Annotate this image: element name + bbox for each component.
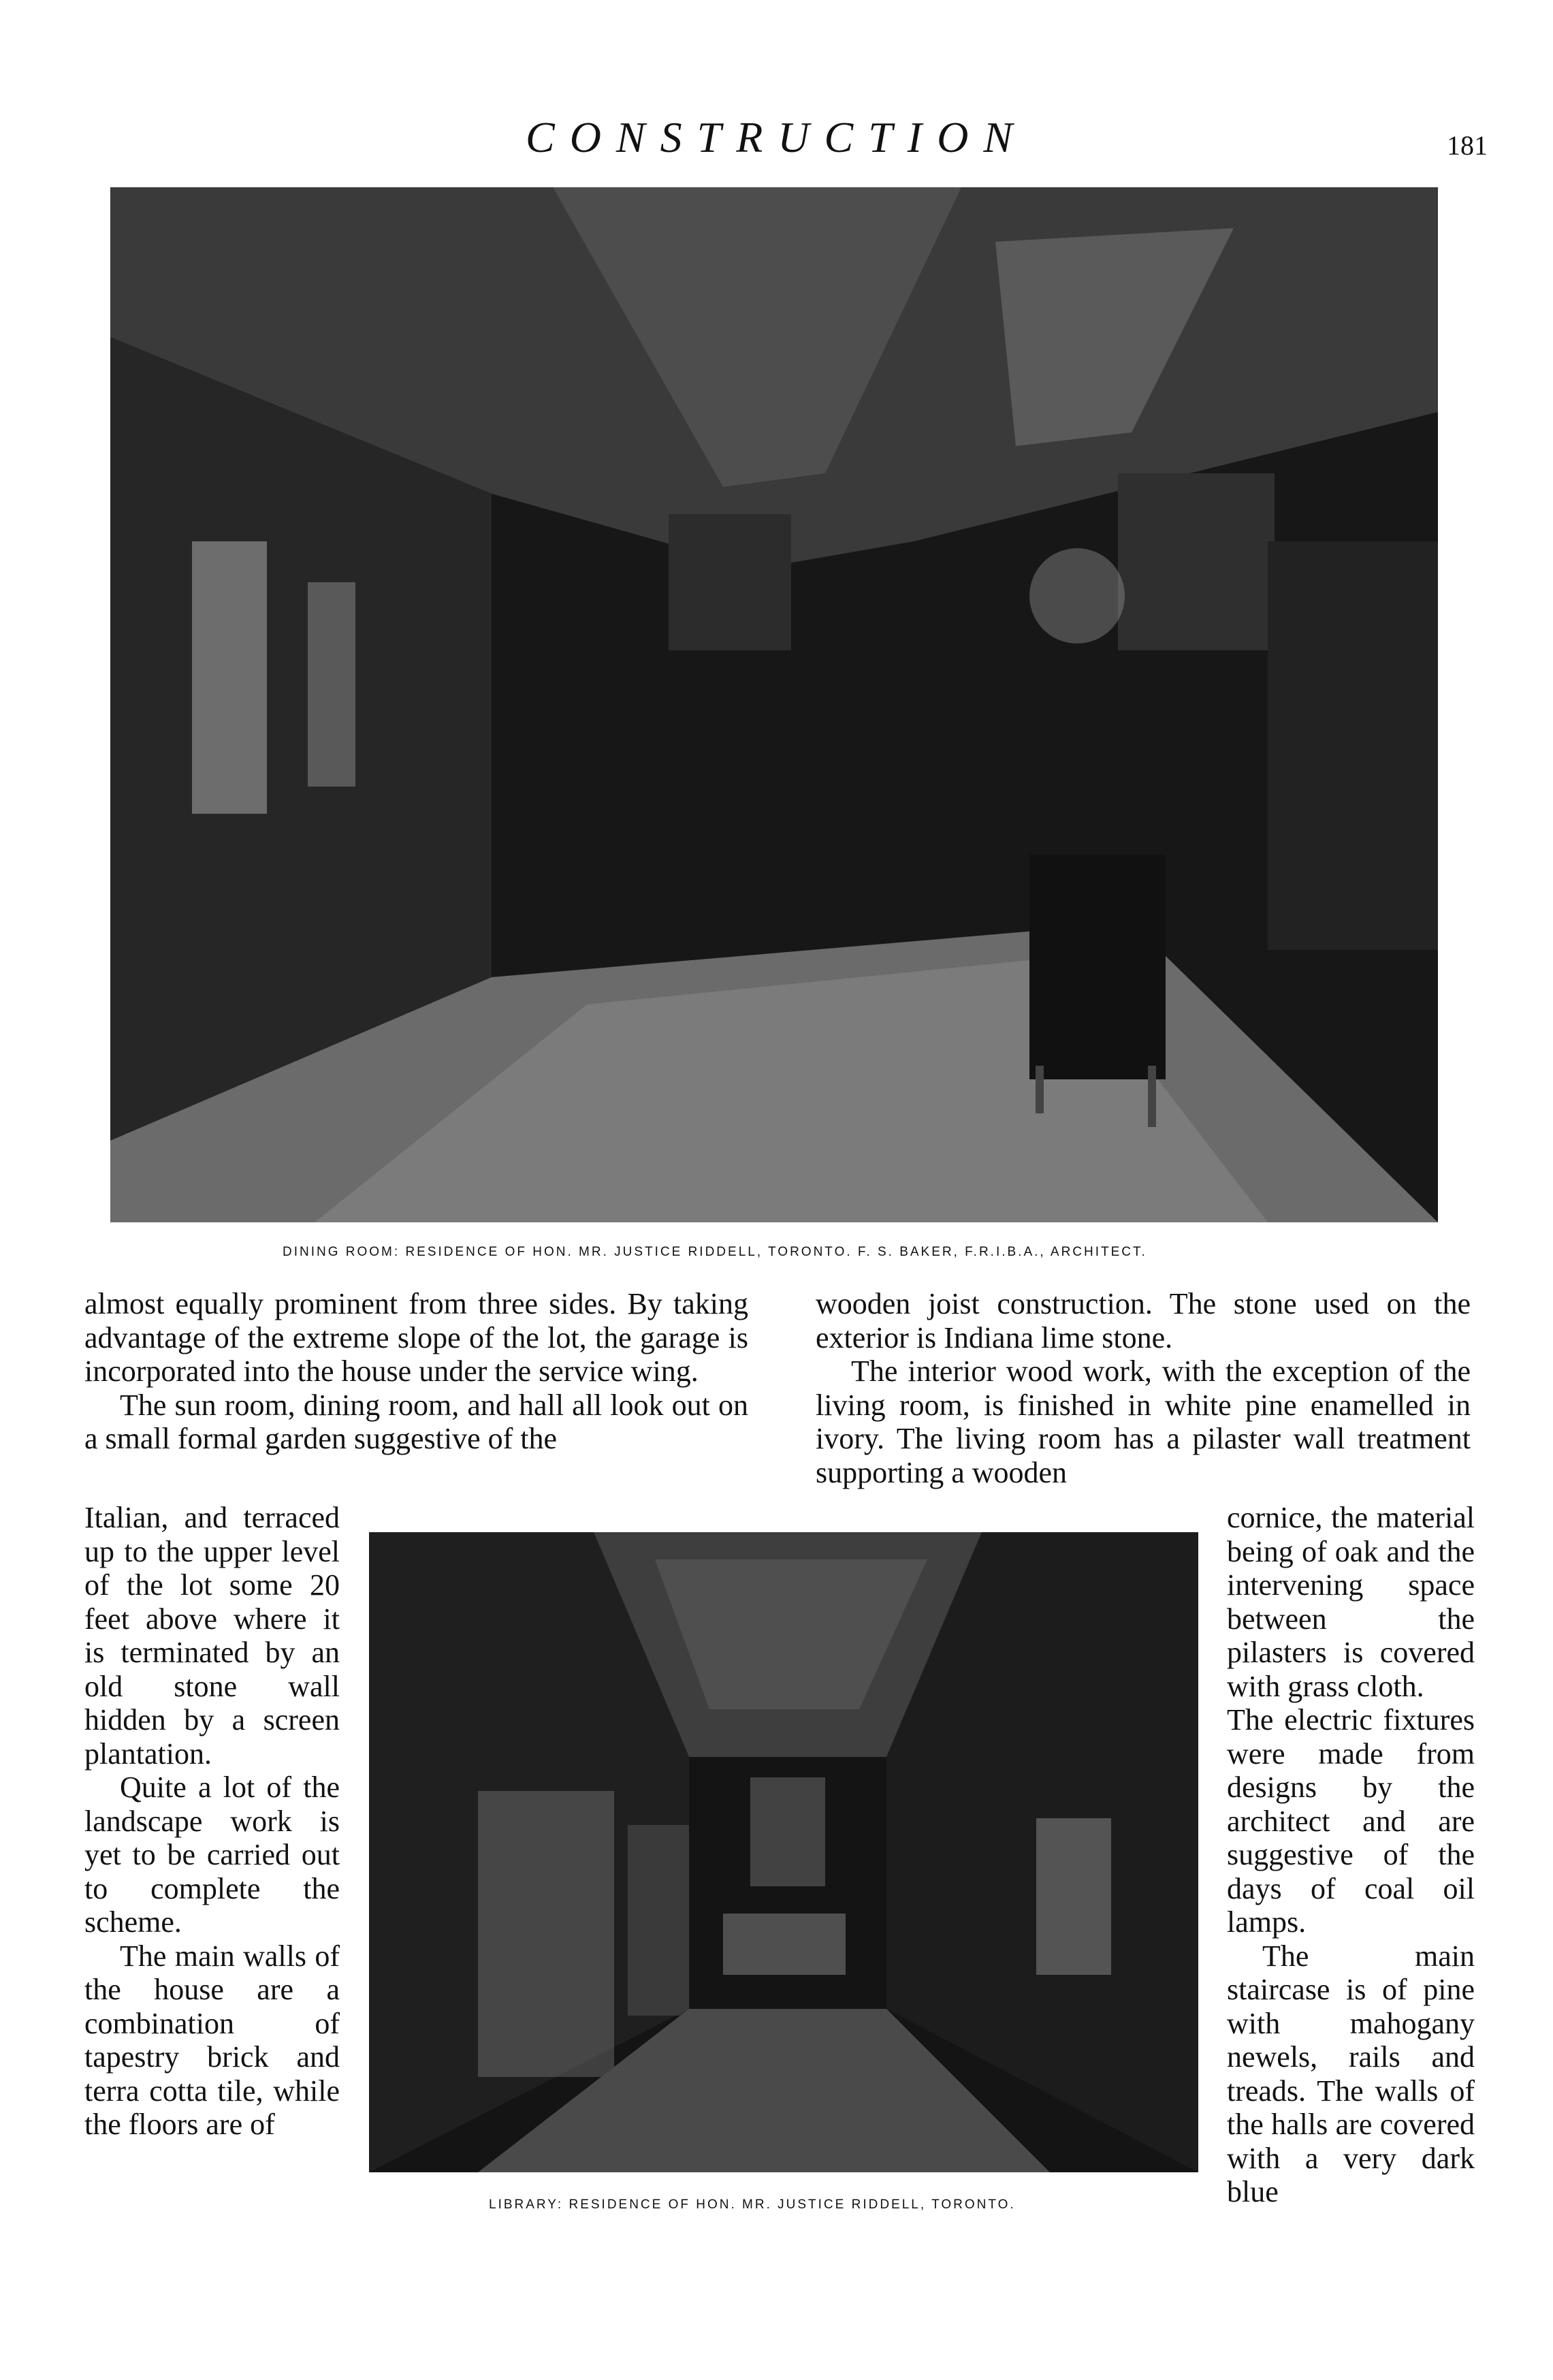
left-column-narrow [84,1501,340,2142]
paragraph: cornice, the material being of oak and the intervening space between the pilasters is covered with grass cloth. [1227,1501,1475,1703]
running-head: CONSTRUCTION [526,113,1027,161]
dining-room-caption: DINING ROOM: RESIDENCE OF HON. MR. JUSTICE RIDDELL, TORONTO. F. S. BAKER, F.R.I.B.A., ARCHITECT. [283,1245,1147,1259]
library-photo [369,1532,1198,2172]
paragraph: wooden joist construction. The stone used on the exterior is Indiana lime stone. [816,1287,1471,1354]
right-column-narrow [1227,1501,1475,2209]
paragraph: The sun room, dining room, and hall all look out on a small formal garden suggestive of the [84,1388,748,1455]
paragraph: Italian, and terraced up to the upper level of the lot some 20 feet above where it is terminated by an old stone wall hidden by a screen plantation. [84,1501,340,1771]
paragraph: The main staircase is of pine with mahogany newels, rails and treads. The walls of the halls are covered with a very dark blue [1227,1939,1475,2208]
paragraph: The main walls of the house are a combination of tapestry brick and terra cotta tile, while the floors are of [84,1939,340,2141]
paragraph: The electric fixtures were made from designs by the architect and are suggestive of the days of coal oil lamps. [1227,1703,1475,1939]
paragraph: almost equally prominent from three sides. By taking advantage of the extreme slope of the lot, the garage is incorporated into the house under the service wing. [84,1287,748,1388]
dining-room-photo [110,187,1438,1222]
paragraph: Quite a lot of the landscape work is yet to be carried out to complete the scheme. [84,1771,340,1939]
right-column-upper [816,1287,1471,1489]
library-caption: LIBRARY: RESIDENCE OF HON. MR. JUSTICE RIDDELL, TORONTO. [489,2197,1016,2212]
left-column-upper [84,1287,748,1456]
paragraph: The interior wood work, with the exception of the living room, is finished in white pine enamelled in ivory. The living room has a pilaster wall treatment supporting a wooden [816,1354,1471,1489]
page-number: 181 [1447,130,1488,161]
